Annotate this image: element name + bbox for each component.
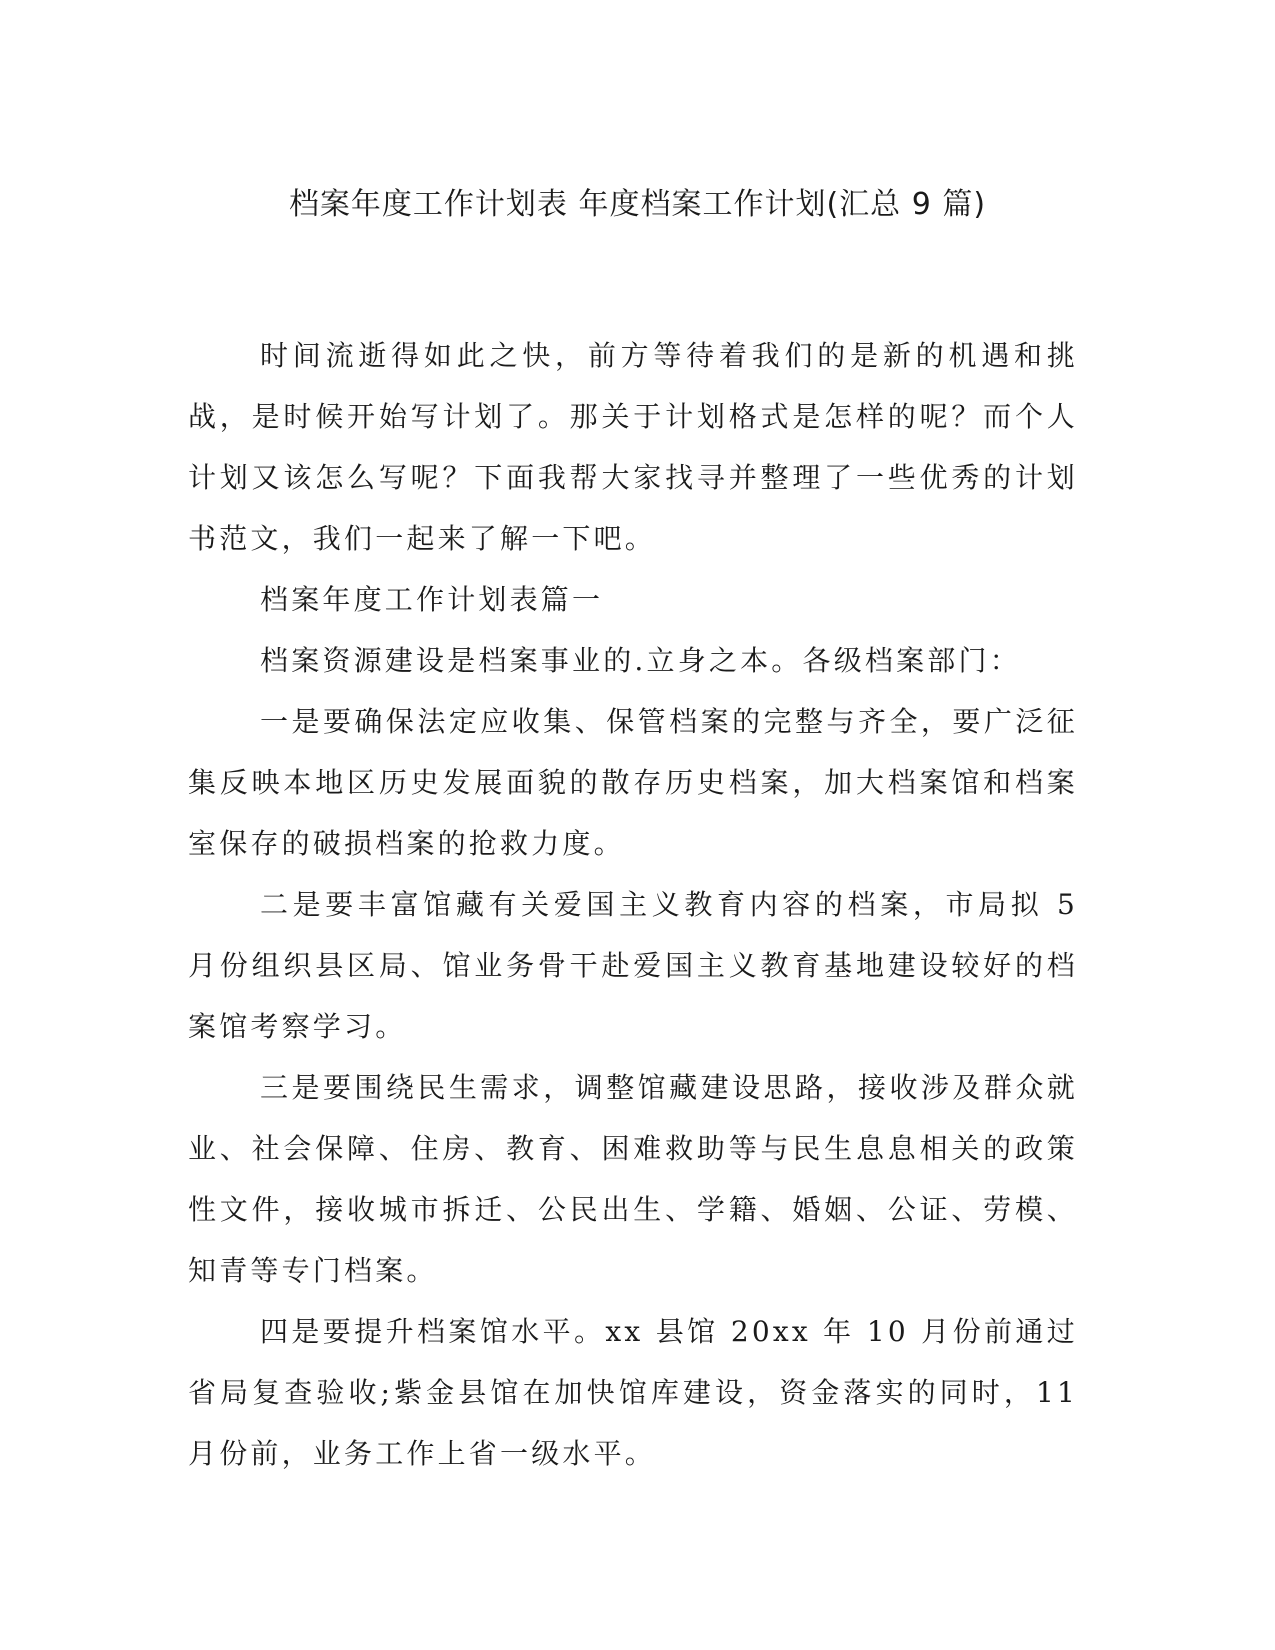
paragraph: 一是要确保法定应收集、保管档案的完整与齐全，要广泛征集反映本地区历史发展面貌的散存历史档案，加大档案馆和档案室保存的破损档案的抢救力度。	[188, 705, 1078, 860]
paragraph: 档案资源建设是档案事业的.立身之本。各级档案部门：	[260, 644, 1021, 677]
paragraph: 二是要丰富馆藏有关爱国主义教育内容的档案，市局拟 5 月份组织县区局、馆业务骨干赴爱国主义教育基地建设较好的档案馆考察学习。	[188, 888, 1078, 1043]
paragraph: 三是要围绕民生需求，调整馆藏建设思路，接收涉及群众就业、社会保障、住房、教育、困难救助等与民生息息相关的政策性文件，接收城市拆迁、公民出生、学籍、婚姻、公证、劳模、知青等专门档案。	[188, 1071, 1078, 1287]
document-title: 档案年度工作计划表 年度档案工作计划(汇总 9 篇)	[288, 187, 987, 222]
paragraph-intro: 时间流逝得如此之快，前方等待着我们的是新的机遇和挑战，是时候开始写计划了。那关于计划格式是怎样的呢？而个人计划又该怎么写呢？下面我帮大家找寻并整理了一些优秀的计划书范文，我们一起来了解一下吧。	[188, 339, 1078, 555]
paragraph: 四是要提升档案馆水平。xx 县馆 20xx 年 10 月份前通过省局复查验收;紫金县馆在加快馆库建设，资金落实的同时，11 月份前，业务工作上省一级水平。	[188, 1315, 1078, 1470]
section-heading: 档案年度工作计划表篇一	[260, 583, 604, 616]
document-body	[188, 325, 1078, 1484]
